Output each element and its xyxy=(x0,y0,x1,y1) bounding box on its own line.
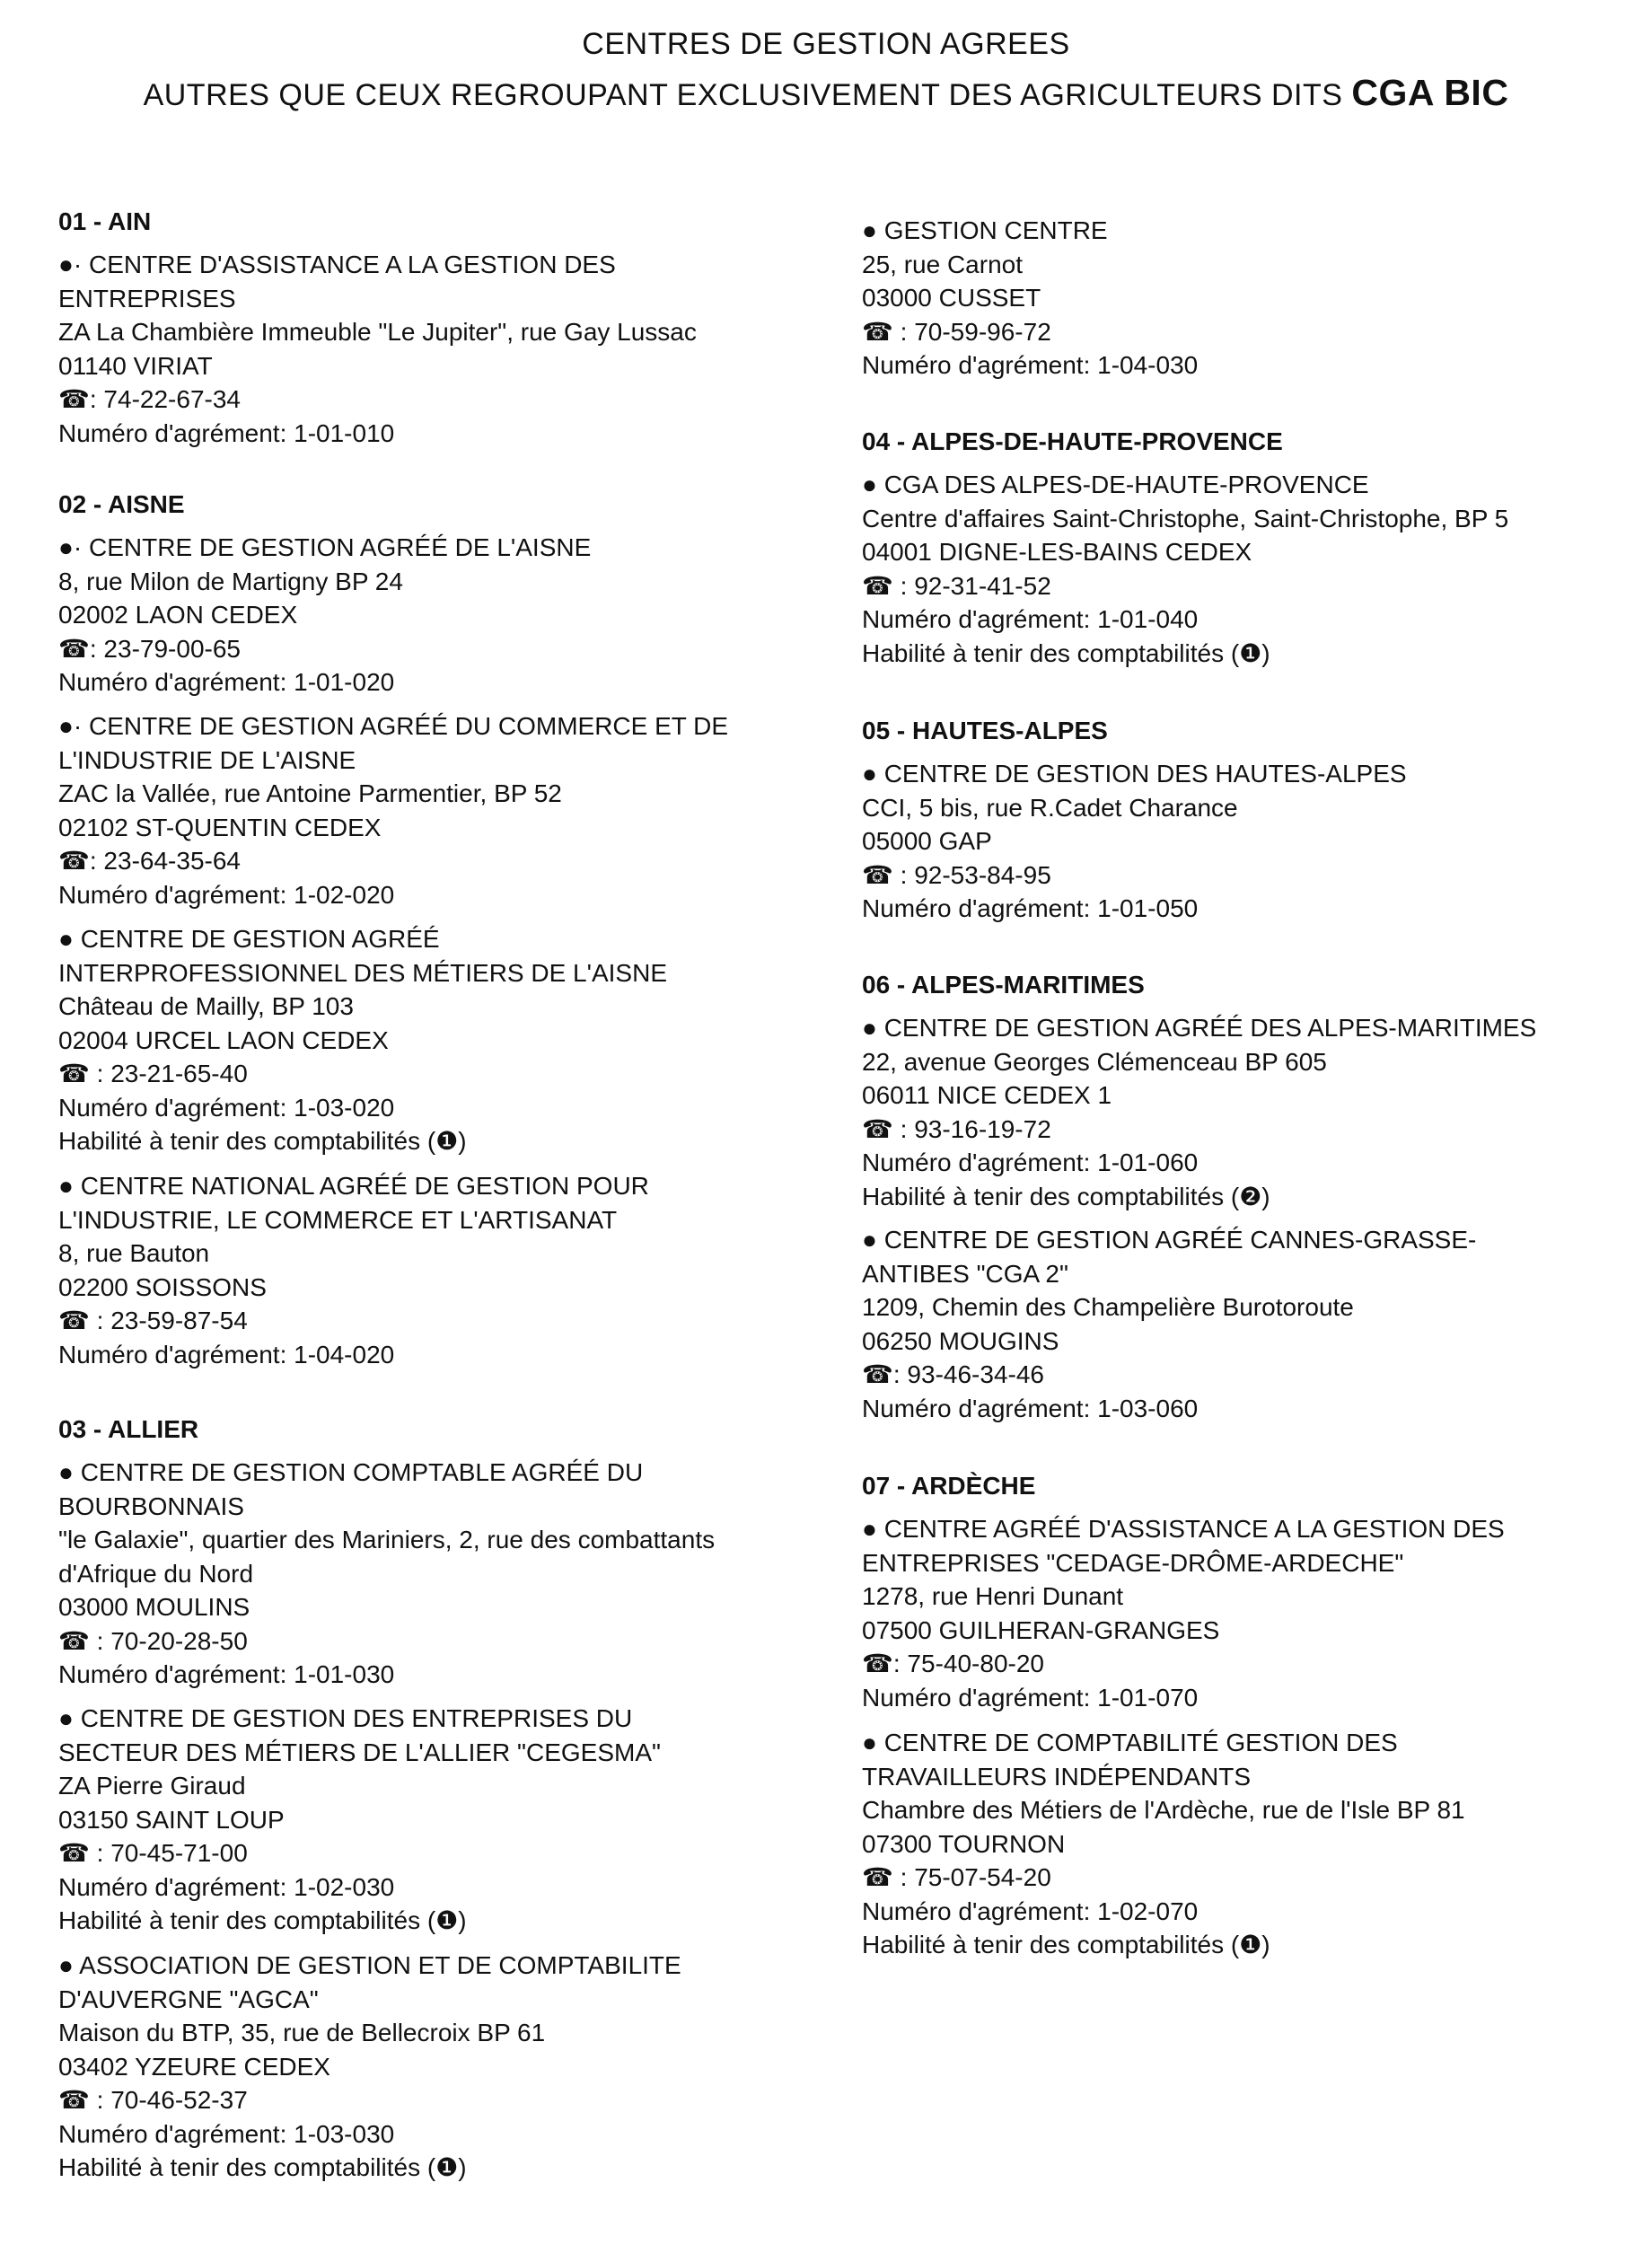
entry-name: ● CGA DES ALPES-DE-HAUTE-PROVENCE xyxy=(862,471,1369,498)
entry-habilite: Habilité à tenir des comptabilités (❷) xyxy=(862,1182,1270,1210)
entry-name-cont: D'AUVERGNE "AGCA" xyxy=(58,1985,319,2013)
dept-heading-ain: 01 - AIN xyxy=(58,207,152,235)
entry-phone: ☎: 74-22-67-34 xyxy=(58,385,241,413)
entry-habilite: Habilité à tenir des comptabilités (❶) xyxy=(58,2153,467,2181)
entry-name: ●· CENTRE DE GESTION AGRÉÉ DE L'AISNE xyxy=(58,533,592,561)
entry-allier-3 xyxy=(58,1949,681,2185)
entry-agrement: Numéro d'agrément: 1-01-040 xyxy=(862,605,1199,633)
entry-city: 02004 URCEL LAON CEDEX xyxy=(58,1025,389,1054)
entry-aisne-2 xyxy=(58,709,728,911)
entry-agrement: Numéro d'agrément: 1-02-030 xyxy=(58,1872,395,1901)
entry-phone: ☎ : 92-31-41-52 xyxy=(862,571,1051,600)
entry-phone: ☎: 93-46-34-46 xyxy=(862,1360,1044,1388)
entry-agrement: Numéro d'agrément: 1-01-020 xyxy=(58,668,395,696)
entry-name: ● CENTRE DE GESTION AGRÉÉ DES ALPES-MARITIMES xyxy=(862,1014,1537,1042)
entry-city: 06011 NICE CEDEX 1 xyxy=(862,1081,1112,1109)
entry-aisne-4 xyxy=(58,1169,649,1371)
entry-agrement: Numéro d'agrément: 1-04-020 xyxy=(58,1340,395,1369)
entry-agrement: Numéro d'agrément: 1-03-030 xyxy=(58,2119,395,2148)
entry-phone: ☎ : 92-53-84-95 xyxy=(862,860,1051,889)
entry-city: 02200 SOISSONS xyxy=(58,1272,267,1301)
entry-name-cont: INTERPROFESSIONNEL DES MÉTIERS DE L'AISNE xyxy=(58,958,668,987)
entry-agrement: Numéro d'agrément: 1-01-060 xyxy=(862,1149,1199,1176)
entry-address: 1278, rue Henri Dunant xyxy=(862,1582,1124,1610)
entry-address: ZA Pierre Giraud xyxy=(58,1772,246,1800)
entry-city: 03150 SAINT LOUP xyxy=(58,1805,285,1834)
entry-phone: ☎ : 70-46-52-37 xyxy=(58,2086,248,2114)
entry-address: ZAC la Vallée, rue Antoine Parmentier, BP 52 xyxy=(58,779,562,807)
entry-habilite: Habilité à tenir des comptabilités (❶) xyxy=(862,1931,1270,1958)
entry-address: Centre d'affaires Saint-Christophe, Saint-Christophe, BP 5 xyxy=(862,504,1509,532)
entry-city: 07300 TOURNON xyxy=(862,1829,1066,1858)
entry-phone: ☎ : 70-45-71-00 xyxy=(58,1839,248,1867)
entry-aisne-3 xyxy=(58,922,667,1158)
page-title: CENTRES DE GESTION AGREES xyxy=(582,27,1070,61)
dept-heading-allier: 03 - ALLIER xyxy=(58,1415,199,1443)
entry-agrement: Numéro d'agrément: 1-01-010 xyxy=(58,418,395,447)
entry-allier-2 xyxy=(58,1702,661,1938)
entry-address: CCI, 5 bis, rue R.Cadet Charance xyxy=(862,793,1238,822)
entry-city: 03000 MOULINS xyxy=(58,1593,250,1621)
entry-agrement: Numéro d'agrément: 1-02-020 xyxy=(58,880,395,909)
entry-city: 03402 YZEURE CEDEX xyxy=(58,2052,330,2081)
entry-name-cont: L'INDUSTRIE, LE COMMERCE ET L'ARTISANAT xyxy=(58,1205,618,1234)
entry-address: Château de Mailly, BP 103 xyxy=(58,992,354,1020)
entry-address: 1209, Chemin des Champelière Burotoroute xyxy=(862,1293,1354,1321)
entry-aisne-1 xyxy=(58,531,591,700)
entry-phone: ☎ : 23-59-87-54 xyxy=(58,1307,248,1334)
entry-phone: ☎: 75-40-80-20 xyxy=(862,1650,1044,1677)
entry-agrement: Numéro d'agrément: 1-04-030 xyxy=(862,351,1199,379)
entry-habilite: Habilité à tenir des comptabilités (❶) xyxy=(58,1127,467,1155)
entry-am-2 xyxy=(862,1223,1476,1425)
entry-name: ● CENTRE DE GESTION AGRÉÉ xyxy=(58,925,440,953)
entry-ain-1 xyxy=(58,248,697,450)
entry-city: 03000 CUSSET xyxy=(862,284,1041,312)
entry-name-cont: SECTEUR DES MÉTIERS DE L'ALLIER "CEGESMA" xyxy=(58,1738,661,1766)
entry-phone: ☎: 23-64-35-64 xyxy=(58,847,241,875)
entry-city: 06250 MOUGINS xyxy=(862,1326,1059,1355)
dept-heading-aisne: 02 - AISNE xyxy=(58,490,185,518)
entry-agrement: Numéro d'agrément: 1-03-060 xyxy=(862,1394,1199,1422)
entry-name-cont: ENTREPRISES xyxy=(58,284,236,312)
entry-city: 05000 GAP xyxy=(862,827,992,855)
entry-ard-2 xyxy=(862,1726,1465,1962)
dept-heading-ard: 07 - ARDÈCHE xyxy=(862,1472,1036,1500)
entry-address: ZA La Chambière Immeuble "Le Jupiter", rue Gay Lussac xyxy=(58,318,697,346)
entry-phone: ☎ : 70-59-96-72 xyxy=(862,317,1051,346)
entry-name-cont: TRAVAILLEURS INDÉPENDANTS xyxy=(862,1762,1252,1791)
entry-name-cont: L'INDUSTRIE DE L'AISNE xyxy=(58,745,356,774)
entry-allier-1 xyxy=(58,1456,715,1692)
entry-phone: ☎ : 70-20-28-50 xyxy=(58,1626,248,1655)
entry-name: ● CENTRE DE GESTION COMPTABLE AGRÉÉ DU xyxy=(58,1458,644,1486)
entry-address: 22, avenue Georges Clémenceau BP 605 xyxy=(862,1047,1327,1076)
dept-heading-ha: 05 - HAUTES-ALPES xyxy=(862,717,1108,744)
entry-ard-1 xyxy=(862,1512,1505,1714)
entry-name-cont: ANTIBES "CGA 2" xyxy=(862,1259,1068,1288)
entry-address-cont: d'Afrique du Nord xyxy=(58,1559,254,1588)
entry-address: "le Galaxie", quartier des Mariniers, 2, rue des combattants xyxy=(58,1526,716,1553)
entry-city: 02002 LAON CEDEX xyxy=(58,601,298,629)
entry-name: ● GESTION CENTRE xyxy=(862,216,1108,244)
entry-city: 07500 GUILHERAN-GRANGES xyxy=(862,1615,1220,1644)
entry-phone: ☎: 23-79-00-65 xyxy=(58,634,241,663)
dept-heading-am: 06 - ALPES-MARITIMES xyxy=(862,971,1145,999)
entry-habilite: Habilité à tenir des comptabilités (❶) xyxy=(862,638,1270,667)
entry-agrement: Numéro d'agrément: 1-03-020 xyxy=(58,1093,395,1122)
entry-phone: ☎ : 93-16-19-72 xyxy=(862,1114,1051,1143)
entry-name-cont: BOURBONNAIS xyxy=(58,1492,244,1520)
entry-phone: ☎ : 23-21-65-40 xyxy=(58,1060,248,1087)
entry-habilite: Habilité à tenir des comptabilités (❶) xyxy=(58,1906,467,1934)
entry-am-1 xyxy=(862,1011,1536,1213)
entry-agrement: Numéro d'agrément: 1-01-070 xyxy=(862,1683,1199,1712)
entry-city: 02102 ST-QUENTIN CEDEX xyxy=(58,813,382,841)
entry-name: ● CENTRE NATIONAL AGRÉÉ DE GESTION POUR xyxy=(58,1172,649,1200)
entry-address: Maison du BTP, 35, rue de Bellecroix BP 61 xyxy=(58,2019,546,2046)
entry-name: ● CENTRE AGRÉÉ D'ASSISTANCE A LA GESTION DES xyxy=(862,1515,1505,1543)
entry-name: ● CENTRE DE GESTION DES ENTREPRISES DU xyxy=(58,1704,633,1732)
entry-city: 01140 VIRIAT xyxy=(58,351,213,380)
entry-city: 04001 DIGNE-LES-BAINS CEDEX xyxy=(862,538,1252,566)
entry-name: ● CENTRE DE COMPTABILITÉ GESTION DES xyxy=(862,1729,1398,1756)
entry-address: 8, rue Bauton xyxy=(58,1239,210,1267)
entry-name: ● ASSOCIATION DE GESTION ET DE COMPTABILITE xyxy=(58,1951,681,1979)
subtitle-emphasis: CGA BIC xyxy=(1351,72,1509,113)
entry-ha-1 xyxy=(862,757,1407,926)
dept-heading-ahp: 04 - ALPES-DE-HAUTE-PROVENCE xyxy=(862,427,1283,455)
entry-address: 8, rue Milon de Martigny BP 24 xyxy=(58,567,403,595)
entry-name: ●· CENTRE D'ASSISTANCE A LA GESTION DES xyxy=(58,251,616,278)
entry-agrement: Numéro d'agrément: 1-01-050 xyxy=(862,894,1199,922)
entry-address: Chambre des Métiers de l'Ardèche, rue de l'Isle BP 81 xyxy=(862,1796,1465,1824)
entry-address: 25, rue Carnot xyxy=(862,250,1023,278)
subtitle-text: AUTRES QUE CEUX REGROUPANT EXCLUSIVEMENT DES AGRICULTEURS DITS xyxy=(143,78,1352,112)
entry-name-cont: ENTREPRISES "CEDAGE-DRÔME-ARDECHE" xyxy=(862,1548,1404,1577)
entry-agrement: Numéro d'agrément: 1-02-070 xyxy=(862,1897,1199,1925)
page-subtitle xyxy=(0,72,1652,114)
entry-phone: ☎ : 75-07-54-20 xyxy=(862,1863,1051,1891)
entry-allier-4 xyxy=(862,214,1198,383)
entry-ahp-1 xyxy=(862,468,1508,670)
entry-name: ● CENTRE DE GESTION DES HAUTES-ALPES xyxy=(862,760,1407,788)
entry-agrement: Numéro d'agrément: 1-01-030 xyxy=(58,1660,395,1688)
entry-name: ● CENTRE DE GESTION AGRÉÉ CANNES-GRASSE- xyxy=(862,1226,1477,1254)
entry-name: ●· CENTRE DE GESTION AGRÉÉ DU COMMERCE ET DE xyxy=(58,712,729,740)
